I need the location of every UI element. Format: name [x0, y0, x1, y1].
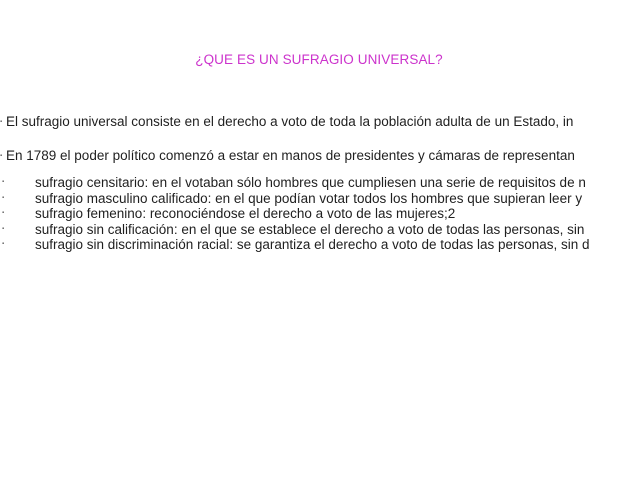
bullet-marker: ▪: [2, 179, 5, 185]
list-item-text: sufragio masculino calificado: en el que podían votar todos los hombres que supieran leer y: [35, 190, 583, 206]
list-item-text: sufragio sin calificación: en el que se establece el derecho a voto de todas las personas, sin: [35, 221, 585, 237]
list-item-text: sufragio sin discriminación racial: se garantiza el derecho a voto de todas las personas, sin d: [35, 237, 590, 252]
list-item-text: sufragio censitario: en el votaban sólo hombres que cumpliesen una serie de requisitos de n: [35, 175, 586, 190]
bullet-marker: ▪: [2, 241, 5, 247]
paragraph-history: [0, 148, 575, 164]
paragraph-definition: [0, 114, 573, 130]
bullet-marker: ▪: [2, 225, 5, 232]
bullet-marker: ▪: [2, 194, 5, 201]
bullet-marker: ▪: [0, 153, 3, 160]
list-item-text: sufragio femenino: reconociéndose el derecho a voto de las mujeres;2: [35, 206, 456, 221]
paragraph-text: En 1789 el poder político comenzó a estar en manos de presidentes y cámaras de representan: [6, 148, 575, 163]
bullet-marker: ▪: [0, 119, 3, 126]
bullet-marker: ▪: [2, 210, 5, 216]
paragraph-text: El sufragio universal consiste en el derecho a voto de toda la población adulta de un Estado, in: [6, 114, 574, 129]
slide-title: ¿QUE ES UN SUFRAGIO UNIVERSAL?: [195, 52, 443, 67]
